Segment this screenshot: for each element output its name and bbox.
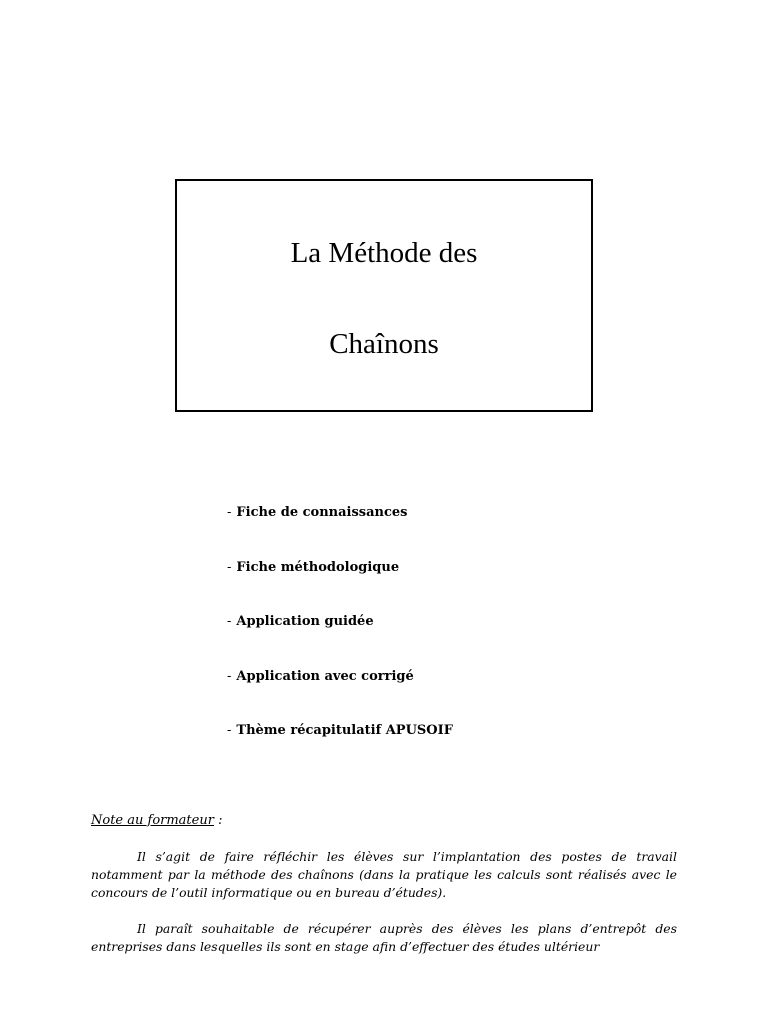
list-item-label: Application guidée	[236, 614, 374, 629]
list-item	[227, 558, 453, 613]
note-heading	[91, 812, 222, 830]
list-dash: -	[227, 505, 232, 520]
title-line-2: Chaînons	[329, 328, 439, 360]
title-line-1: La Méthode des	[290, 237, 478, 269]
contents-list	[227, 503, 453, 776]
note-heading-label: Note au formateur	[91, 813, 214, 828]
note-paragraph-1: Il s’agit de faire réfléchir les élèves sur l’implantation des postes de travail notamment par la méthode des chaînons (dans la pratique les calculs sont réalisés avec le concours de l’outil informatique ou en bureau d’études).	[91, 849, 677, 900]
list-item	[227, 503, 453, 558]
note-heading-suffix: :	[213, 813, 223, 828]
list-dash: -	[227, 614, 232, 629]
list-item-label: Thème récapitulatif APUSOIF	[236, 723, 453, 738]
list-item	[227, 612, 453, 667]
note-paragraph-2: Il paraît souhaitable de récupérer auprès des élèves les plans d’entrepôt des entreprises dans lesquelles ils sont en stage afin d’effectuer des études ultérieur	[91, 921, 677, 954]
list-item	[227, 721, 453, 776]
list-item	[227, 667, 453, 722]
list-item-label: Application avec corrigé	[236, 668, 414, 684]
list-item-label: Fiche méthodologique	[236, 559, 400, 575]
title-box	[175, 179, 593, 412]
list-item-label: Fiche de connaissances	[236, 505, 408, 520]
list-dash: -	[227, 668, 232, 684]
list-dash: -	[227, 723, 232, 738]
list-dash: -	[227, 559, 232, 575]
